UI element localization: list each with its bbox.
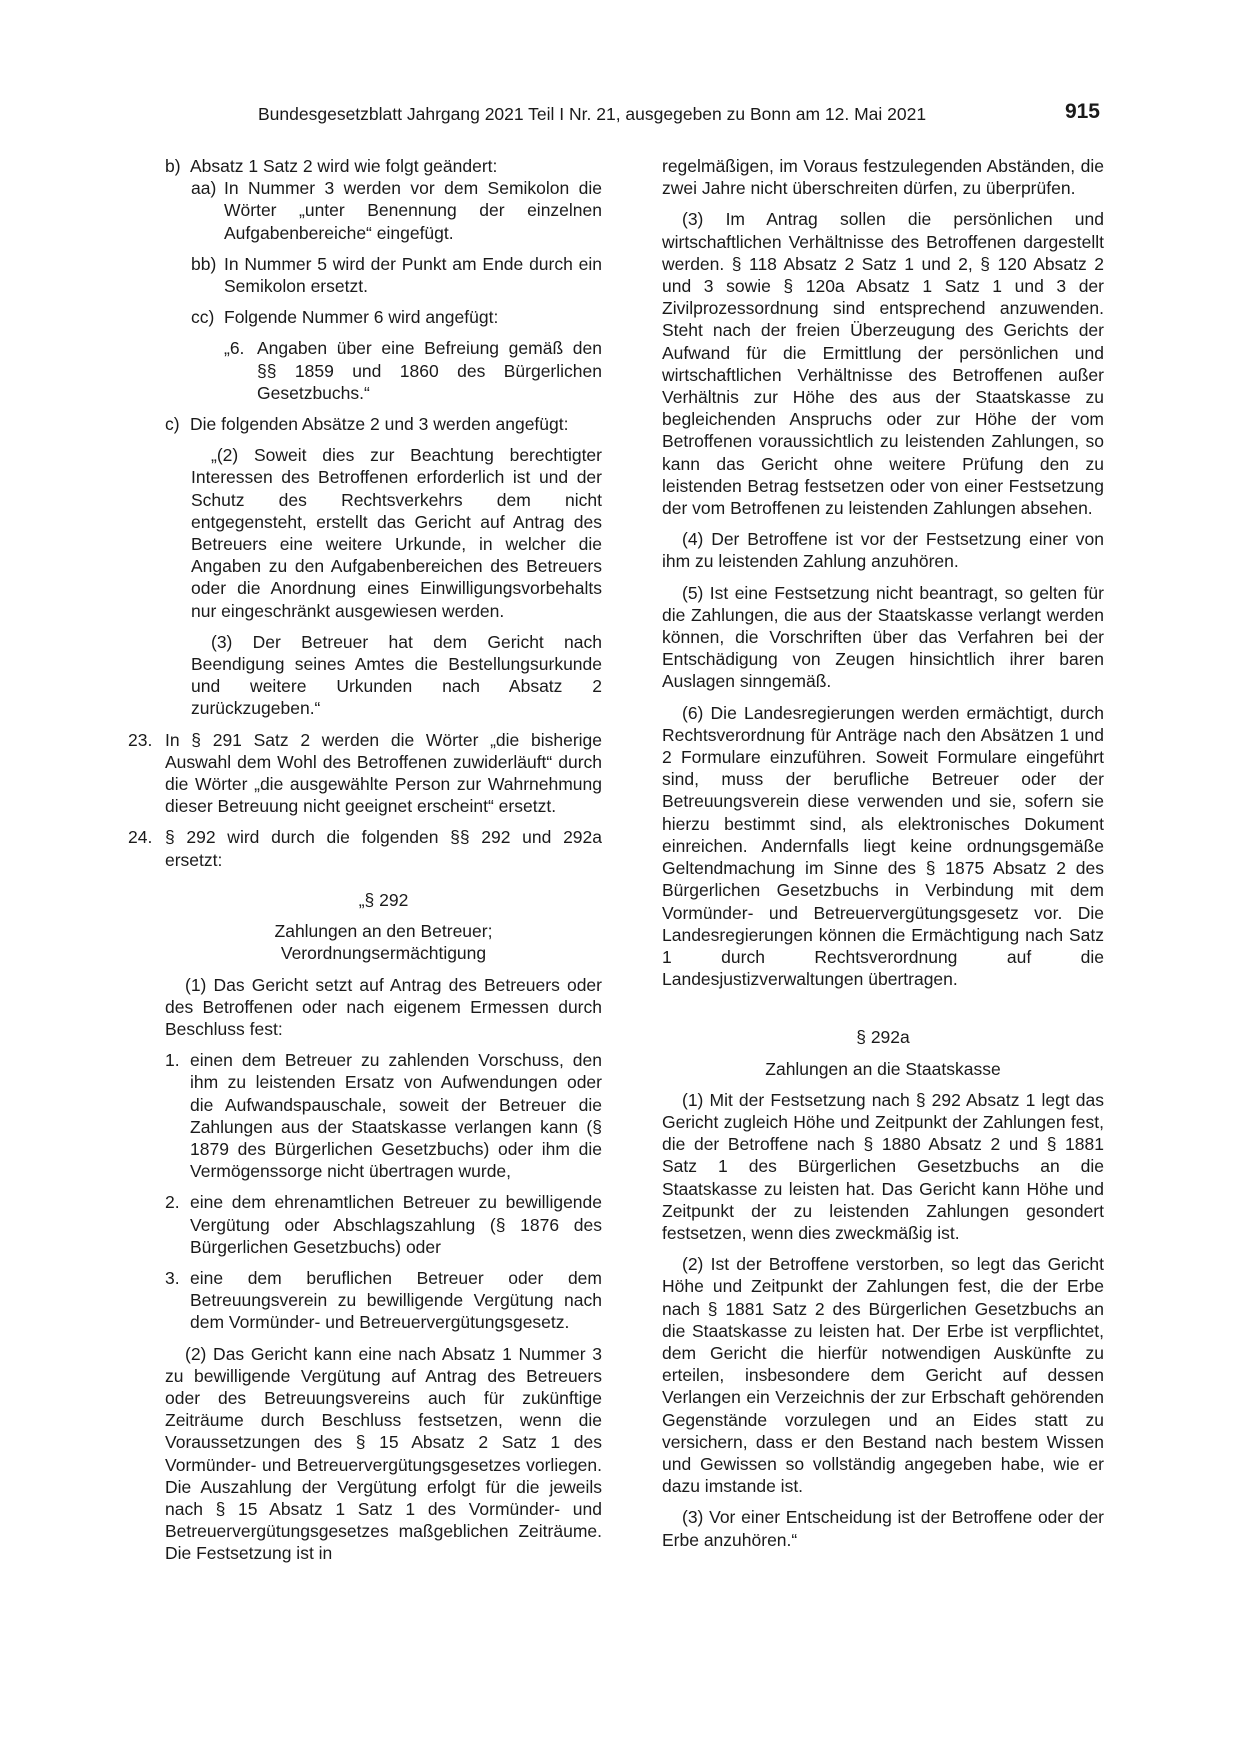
section-292-title-line1: Zahlungen an den Betreuer; [274,921,493,942]
section-292-abs2: (2) Das Gericht kann eine nach Absatz 1 Nummer 3 zu bewilligende Vergütung auf Antrag des Betreuers oder des Betreuungsvereins auch für zukünftige Zeiträume durch Beschluss festsetzen, wenn die Voraussetzungen des § 15 Absatz 2 Satz 1 des Vormünder- und Betreuervergütungsgesetzes vorliegen. Die Auszahlung der Vergütung erfolgt für die jeweils nach § 15 Absatz 1 Satz 1 des Vormünder- und Betreuervergütungsgesetzes maßgeblichen Zeiträume. Die Festsetzung ist in [165,1343,602,1564]
section-292a-heading: § 292a [856,1027,910,1048]
item-cc: cc) Folgende Nummer 6 wird angefügt: [191,307,499,328]
publication-line: Bundesgesetzblatt Jahrgang 2021 Teil I Nr. 21, ausgegeben zu Bonn am 12. Mai 2021 [258,104,927,124]
paragraph-abs3: (3) Der Betreuer hat dem Gericht nach Beendigung seines Amtes die Bestellungsurkunde und weitere Urkunden nach Absatz 2 zurückzugeben.“ [191,631,602,719]
list-item-3: 3. eine dem beruflichen Betreuer oder dem Betreuungsverein zu bewilligende Vergütung nach dem Vormünder- und Betreuervergütungsgesetz. [165,1267,602,1333]
paragraph-abs2: „(2) Soweit dies zur Beachtung berechtigter Interessen des Betroffenen erforderlich ist und der Schutz des Rechtsverkehrs dem nicht entgegensteht, erstellt das Gericht auf Antrag des Betreuers eine weitere Urkunde, in welcher die Angaben zu den Aufgabenbereichen des Betreuers oder die Anordnung eines Einwilligungsvorbehalts nur eingeschränkt ausgewiesen werden. [191,445,602,621]
right-column [662,155,1104,1551]
section-292-title-line2: Verordnungsermächtigung [280,943,487,964]
paragraph-abs3-right: (3) Im Antrag sollen die persönlichen und wirtschaftlichen Verhältnisse des Betroffenen dargestellt werden. § 118 Absatz 2 Satz 1 und 2, § 120 Absatz 2 und 3 sowie § 120a Absatz 1 Satz 1 und 3 der Zivilprozessordnung sind entsprechend anzuwenden. Steht nach der freien Überzeugung des Gerichts der Aufwand für die Ermittlung der persönlichen und wirtschaftlichen Verhältnisse des Betroffenen außer Verhältnis zur Höhe des aus der Staatskasse zu begleichenden Anspruchs oder zur Höhe der vom Betroffenen voraussichtlich zu leistenden Zahlungen, so kann das Gericht ohne weitere Prüfung den zu leistenden Betrag festsetzen oder von einer Festsetzung der vom Betroffenen zu leistenden Zahlungen absehen. [662,209,1104,519]
item-23: 23. In § 291 Satz 2 werden die Wörter „die bisherige Auswahl dem Wohl des Betroffenen zuwiderläuft“ durch die Wörter „die ausgewählte Person zur Wahrnehmung dieser Betreuung nicht geeignet erscheint“ ersetzt. [128,729,602,817]
item-b: b) Absatz 1 Satz 2 wird wie folgt geändert: [165,156,498,176]
section-292 [128,889,602,1040]
section-292-abs1: (1) Das Gericht setzt auf Antrag des Betreuers oder des Betroffenen oder nach eigenem Ermessen durch Beschluss fest: [165,974,602,1039]
page-number: 915 [1064,100,1100,123]
item-bb: bb) In Nummer 5 wird der Punkt am Ende durch ein Semikolon ersetzt. [191,253,602,297]
paragraph-abs4: (4) Der Betroffene ist vor der Festsetzung einer von ihm zu leistenden Zahlung anzuhören. [662,529,1104,572]
section-292a-title: Zahlungen an die Staatskasse [765,1058,1001,1079]
list-item-2: 2. eine dem ehrenamtlichen Betreuer zu bewilligende Vergütung oder Abschlagszahlung (§ 1876 des Bürgerlichen Gesetzbuchs) oder [165,1192,602,1257]
section-292a-abs1: (1) Mit der Festsetzung nach § 292 Absatz 1 legt das Gericht zugleich Höhe und Zeitpunkt der Zahlungen fest, die der Betroffene nach § 1880 Absatz 2 und § 1881 Satz 1 des Bürgerlichen Gesetzbuchs an die Staatskasse zu leisten hat. Das Gericht kann Höhe und Zeitpunkt der zu leistenden Zahlungen gesondert festsetzen, wenn dies zweckmäßig ist. [662,1089,1104,1243]
paragraph-abs6: (6) Die Landesregierungen werden ermächtigt, durch Rechtsverordnung für Anträge nach den Absätzen 1 und 2 Formulare einzuführen. Soweit Formulare eingeführt sind, muss der berufliche Betreuer oder der Betreuungsverein diese verwenden und sie, sofern sie hierzu bestimmt sind, als elektronisches Dokument einreichen. Andernfalls liegt keine ordnungsgemäße Geltendmachung im Sinne des § 1875 Absatz 2 des Bürgerlichen Gesetzbuchs in Verbindung mit dem Vormünder- und Betreuervergütungsgesetz vor. Die Landesregierungen können die Ermächtigung nach Satz 1 durch Rechtsverordnung auf die Landesjustizverwaltungen übertragen. [662,702,1104,990]
item-aa: aa) In Nummer 3 werden vor dem Semikolon die Wörter „unter Benennung der einzelnen Aufgabenbereiche“ eingefügt. [191,178,602,243]
item-c: c) Die folgenden Absätze 2 und 3 werden angefügt: [165,414,569,435]
section-292a-abs2: (2) Ist der Betroffene verstorben, so legt das Gericht Höhe und Zeitpunkt der Zahlungen fest, die der Erbe nach § 1881 Satz 2 des Bürgerlichen Gesetzbuchs an die Staatskasse zu leisten hat. Der Erbe ist verpflichtet, dem Gericht die hierfür notwendigen Auskünfte zu erteilen, insbesondere dem Gericht auf dessen Verlangen ein Verzeichnis der zur Erbschaft gehörenden Gegenstände vorzulegen und an Eides statt zu versichern, dass er den Bestand nach bestem Wissen und Gewissen so vollständig angegeben habe, wie er dazu imstande ist. [662,1254,1104,1497]
item-24: 24. § 292 wird durch die folgenden §§ 292 und 292a ersetzt: [128,827,602,870]
continuation-paragraph: regelmäßigen, im Voraus festzulegenden Abständen, die zwei Jahre nicht überschreiten dürfen, zu überprüfen. [662,156,1104,199]
list-item-1: 1. einen dem Betreuer zu zahlenden Vorschuss, den ihm zu leistenden Ersatz von Aufwendungen oder die Aufwandspauschale, soweit der Betreuer die Zahlungen aus der Staatskasse verlangen kann (§ 1879 des Bürgerlichen Gesetzbuchs) oder ihm die Vermögenssorge nicht übertragen wurde, [165,1050,602,1182]
paragraph-abs5: (5) Ist eine Festsetzung nicht beantragt, so gelten für die Zahlungen, die aus der Staatskasse verlangt werden können, die Vorschriften über das Verfahren bei der Entschädigung von Zeugen hinsichtlich ihrer baren Auslagen sinngemäß. [662,582,1104,692]
item-number-6: „6. Angaben über eine Befreiung gemäß den §§ 1859 und 1860 des Bürgerlichen Gesetzbuchs.“ [224,338,602,403]
section-292-heading: „§ 292 [358,889,409,910]
left-column [128,155,602,1565]
section-292a-abs3: (3) Vor einer Entscheidung ist der Betroffene oder der Erbe anzuhören.“ [662,1507,1104,1550]
page-header [258,100,1100,130]
